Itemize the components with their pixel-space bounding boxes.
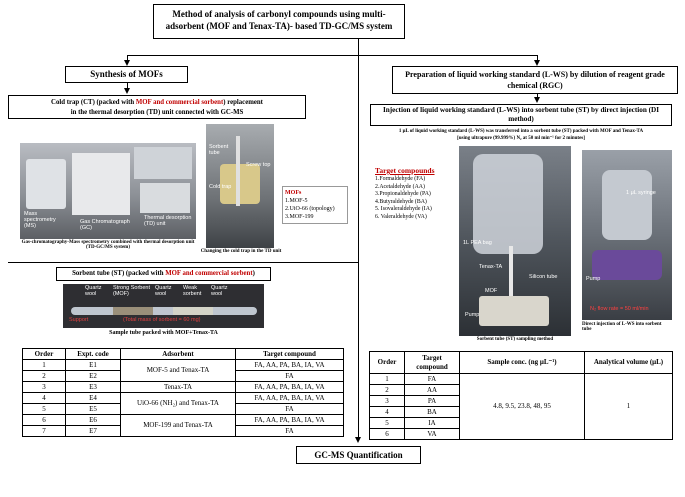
cell-order: 3 — [23, 382, 66, 393]
table-header-row — [23, 349, 344, 360]
connector — [358, 39, 359, 55]
cold-trap-photo — [206, 124, 274, 248]
sampling-caption: Sorbent tube (ST) sampling method — [476, 337, 554, 342]
target-item: 1.Formaldehyde (FA) — [375, 176, 426, 182]
target-item: 3.Propionaldehyde (PA) — [375, 191, 431, 198]
gcms-quantification: GC-MS Quantification — [314, 450, 403, 460]
arrow-icon — [124, 88, 130, 94]
gcms-photo — [20, 143, 196, 239]
sorbent-tube-text: Sorbent tube (ST) (packed with — [72, 270, 166, 277]
connector — [127, 55, 537, 56]
mof-label: MOF — [485, 288, 498, 294]
tube-caption: Sample tube packed with MOF+Tenax-TA — [109, 330, 218, 336]
target-title: Target compounds — [375, 166, 435, 175]
preparation-heading: Preparation of liquid working standard (L-WS) by dilution of reagent grade chemical (RGC) — [405, 70, 665, 90]
cold-trap-caption: Changing the cold trap in the TD unit — [200, 249, 282, 254]
cell-code: E1 — [66, 360, 121, 371]
table-row — [23, 393, 344, 404]
ms-label: Mass spectrometry (MS) — [24, 211, 56, 229]
cell-order: 4 — [370, 407, 405, 418]
table-row — [370, 374, 673, 385]
experiment-table — [22, 348, 344, 437]
cell-order: 1 — [23, 360, 66, 371]
cell-order: 1 — [370, 374, 405, 385]
injection-photo — [582, 150, 672, 320]
gcms-caption: Gas-chromatography-Mass spectrometry combined with thermal desorption unit (TD-GC/MS system) — [21, 240, 195, 250]
synthesis-heading-box — [65, 66, 188, 83]
table-header: Order — [370, 352, 405, 374]
pump-label: Pump — [465, 312, 480, 318]
tube-label-quartz2: Quartz wool — [155, 285, 172, 297]
table-row — [23, 415, 344, 426]
preparation-heading-box — [392, 66, 678, 94]
mof-item: 2.UiO-66 (topology) — [285, 206, 335, 212]
tube-label-weak: Weak sorbent — [183, 285, 202, 297]
sorbent-tube-label: Sorbent tube — [209, 144, 229, 156]
td-label: Thermal desorption (TD) unit — [144, 215, 192, 227]
pump-label: Pump — [586, 276, 601, 282]
cell-code: E5 — [66, 404, 121, 415]
cell-code: E7 — [66, 426, 121, 437]
tube-support-label: Support — [69, 317, 89, 323]
cold-trap-box — [8, 95, 306, 119]
cell-target: FA — [405, 374, 460, 385]
cold-trap-red: MOF and commercial sorbent — [135, 99, 224, 106]
cell-order: 2 — [23, 371, 66, 382]
tube-label-quartz3: Quartz wool — [211, 285, 228, 297]
gc-label: Gas Chromatograph (GC) — [80, 219, 130, 231]
table-header: Adsorbent — [121, 349, 236, 360]
table-header: Target compound — [405, 352, 460, 374]
sampling-photo — [459, 146, 571, 336]
cell-target: FA, AA, PA, BA, IA, VA — [236, 382, 344, 393]
cell-target: AA — [405, 385, 460, 396]
concentration-table — [369, 351, 673, 440]
sorbent-tube-red: MOF and commercial sorbent — [165, 270, 253, 277]
tube-photo — [63, 284, 264, 328]
pea-bag-label: 1L PEA bag — [463, 240, 492, 246]
injection-note — [370, 128, 672, 142]
cell-target: IA — [405, 418, 460, 429]
flow-label: N₂ flow rate = 50 ml/min — [590, 306, 649, 312]
screw-top-label: Screw top — [246, 162, 271, 168]
table-row — [23, 382, 344, 393]
cell-target: FA — [236, 426, 344, 437]
main-title-box — [153, 4, 405, 39]
cold-trap-text-post: ) replacement — [223, 99, 263, 106]
cell-adsorbent: MOF-5 and Tenax-TA — [121, 360, 236, 382]
cell-code: E2 — [66, 371, 121, 382]
cell-target: PA — [405, 396, 460, 407]
target-item: 4.Butyraldehyde (BA) — [375, 198, 427, 205]
mof-item: 3.MOF-199 — [285, 214, 314, 220]
cell-target: BA — [405, 407, 460, 418]
cell-code: E3 — [66, 382, 121, 393]
cell-code: E6 — [66, 415, 121, 426]
cell-target: VA — [405, 429, 460, 440]
cell-adsorbent: MOF-199 and Tenax-TA — [121, 415, 236, 437]
synthesis-heading: Synthesis of MOFs — [90, 69, 163, 79]
mofs-title: MOFs — [285, 190, 302, 196]
cell-target: FA, AA, PA, BA, IA, VA — [236, 393, 344, 404]
cell-order: 6 — [370, 429, 405, 440]
tube-label-quartz1: Quartz wool — [85, 285, 102, 297]
cell-volume: 1 — [585, 374, 673, 440]
note-line2: [using ultrapure (99.999%) N₂ at 50 ml min⁻¹ for 2 minutes] — [457, 136, 585, 141]
injection-caption: Direct injection of L-WS into sorbent tube — [582, 322, 662, 332]
target-item: 2.Acetaldehyde (AA) — [375, 183, 425, 190]
cold-trap-text: Cold trap (CT) (packed with — [51, 99, 136, 106]
cell-target: FA — [236, 371, 344, 382]
cell-order: 2 — [370, 385, 405, 396]
sorbent-tube-box — [56, 267, 271, 281]
note-line1: 1 μL of liquid working standard (L-WS) was transferred into a sorbent tube (ST) packed with MOF and Tenax-TA — [398, 129, 644, 134]
cell-order: 4 — [23, 393, 66, 404]
divider — [358, 55, 359, 437]
syringe-label: 1 μL syringe — [626, 190, 656, 196]
table-header: Sample conc. (ng μL⁻¹) — [460, 352, 585, 374]
injection-box — [370, 104, 672, 126]
cell-order: 5 — [23, 404, 66, 415]
mof-item: 1.MOF-5 — [285, 198, 308, 204]
cell-target: FA, AA, PA, BA, IA, VA — [236, 415, 344, 426]
silicon-label: Silicon tube — [529, 274, 558, 280]
injection-text: Injection of liquid working standard (L-WS) into sorbent tube (ST) by direct injection (DI method) — [382, 106, 659, 123]
target-item: 6. Valeraldehyde (VA) — [375, 213, 427, 220]
sorbent-tube-post: ) — [252, 270, 255, 277]
cell-target: FA — [236, 404, 344, 415]
arrow-icon — [534, 97, 540, 103]
cell-order: 7 — [23, 426, 66, 437]
tenax-label: Tenax-TA — [479, 264, 503, 270]
tube-mass-label: (Total mass of sorbent = 60 mg) — [123, 317, 201, 323]
cell-code: E4 — [66, 393, 121, 404]
table-header: Analytical volume (μL) — [585, 352, 673, 374]
table-row — [23, 360, 344, 371]
table-header-row — [370, 352, 673, 374]
cell-order: 3 — [370, 396, 405, 407]
table-header: Order — [23, 349, 66, 360]
target-compounds-list — [375, 166, 457, 222]
table-header: Expt. code — [66, 349, 121, 360]
cell-order: 5 — [370, 418, 405, 429]
gcms-quantification-box — [296, 446, 421, 464]
divider — [8, 262, 358, 263]
cell-adsorbent: Tenax-TA — [121, 382, 236, 393]
cold-trap-label: Cold trap — [209, 184, 232, 190]
cell-order: 6 — [23, 415, 66, 426]
table-header: Target compound — [236, 349, 344, 360]
cell-adsorbent: UiO-66 (NH₂) and Tenax-TA — [121, 393, 236, 415]
cold-trap-line2: in the thermal desorption (TD) unit connected with GC-MS — [70, 109, 244, 116]
target-item: 5. Isovaleraldehyde (IA) — [375, 206, 432, 213]
tube-label-strong: Strong Sorbent (MOF) — [113, 285, 150, 297]
mofs-list — [282, 186, 348, 224]
cell-conc: 4.8, 9.5, 23.8, 48, 95 — [460, 374, 585, 440]
main-title: Method of analysis of carbonyl compounds using multi-adsorbent (MOF and Tenax-TA)- based TD-GC/MS system — [165, 9, 393, 31]
cell-target: FA, AA, PA, BA, IA, VA — [236, 360, 344, 371]
arrow-icon — [355, 437, 361, 443]
